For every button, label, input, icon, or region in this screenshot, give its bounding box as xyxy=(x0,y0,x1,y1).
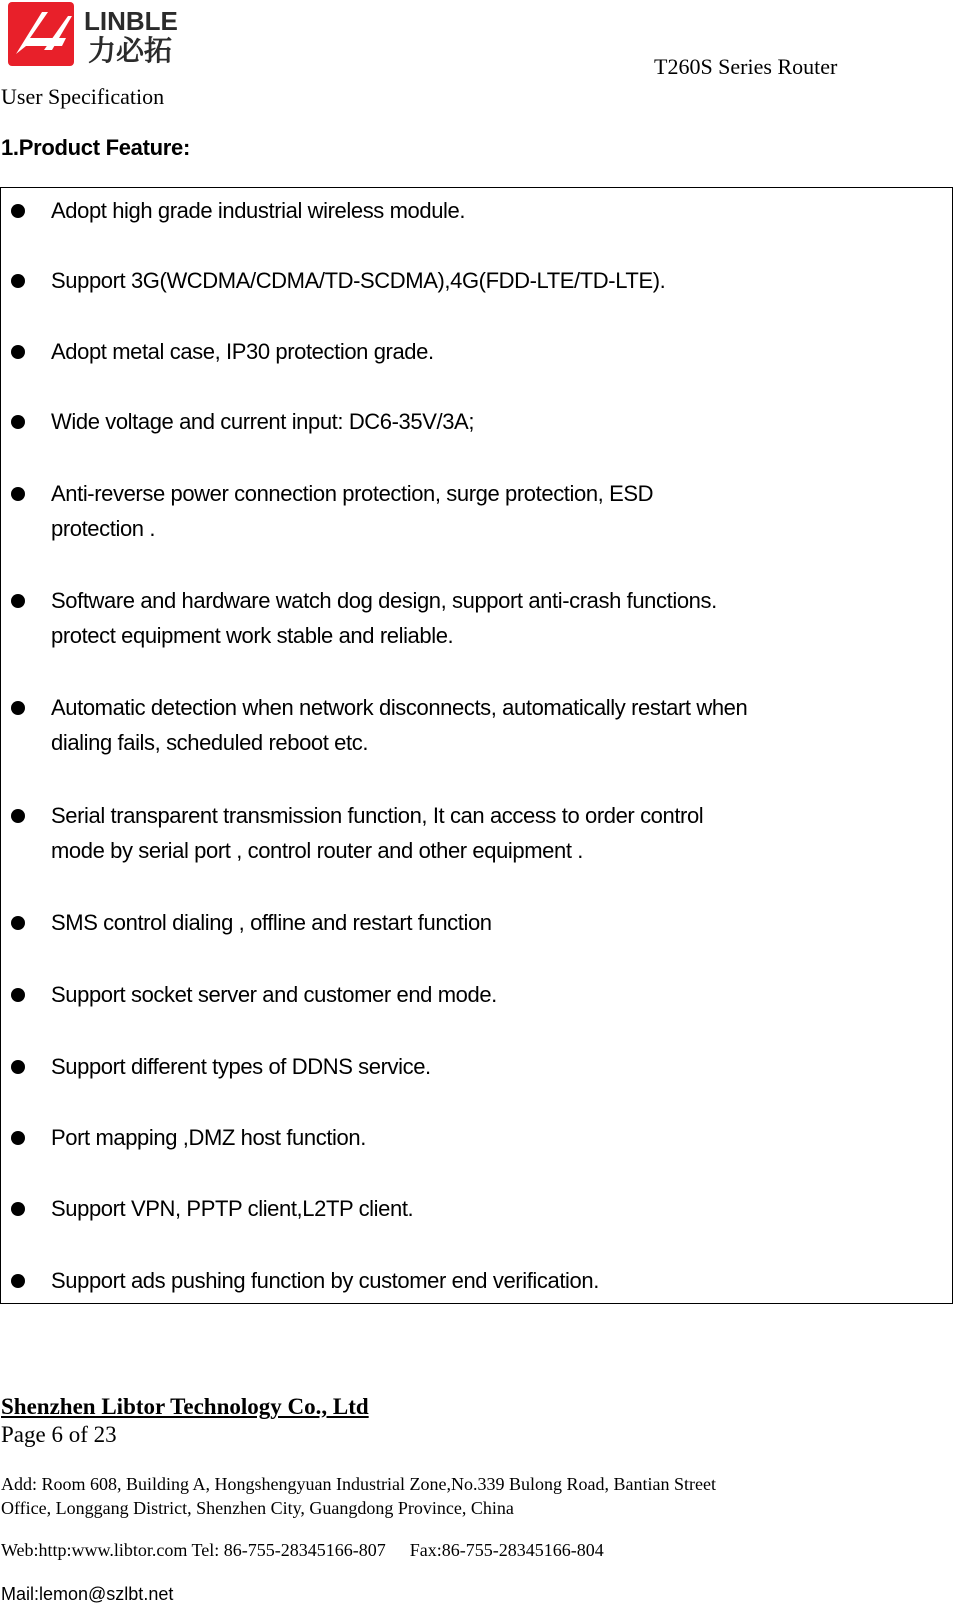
fax-number: Fax:86-755-28345166-804 xyxy=(409,1540,604,1560)
bullet-icon xyxy=(11,701,25,715)
doc-type: User Specification xyxy=(1,84,165,109)
bullet-icon xyxy=(11,204,25,218)
bullet-icon xyxy=(11,1131,25,1145)
bullet-icon xyxy=(11,809,25,823)
address-line: Office, Longgang District, Shenzhen City, Guangdong Province, China xyxy=(1,1498,514,1518)
bullet-icon xyxy=(11,274,25,288)
logo-text-en: LINBLE xyxy=(84,6,178,36)
logo-text-cn: 力必拓 xyxy=(88,34,173,67)
logo-badge xyxy=(8,2,74,66)
bullet-icon xyxy=(11,1202,25,1216)
bullet-icon xyxy=(11,1060,25,1074)
address-line: Add: Room 608, Building A, Hongshengyuan Industrial Zone,No.339 Bulong Road, Bantian Street xyxy=(1,1474,716,1494)
page-number: Page 6 of 23 xyxy=(1,1422,117,1447)
product-title: T260S Series Router xyxy=(654,54,838,79)
bullet-icon xyxy=(11,1274,25,1288)
company-logo xyxy=(8,2,218,68)
bullet-icon xyxy=(11,345,25,359)
bullet-icon xyxy=(11,916,25,930)
company-address xyxy=(1,1472,901,1520)
bullet-icon xyxy=(11,988,25,1002)
feature-box: Adopt high grade industrial wireless module. Support 3G(WCDMA/CDMA/TD-SCDMA),4G(FDD-LTE/TD-LTE). Adopt metal case, IP30 protection grade. Wide voltage and current input: DC6-35V/3A; Anti-reverse power connection protection, surge protection, ESD protection . Software and hardware watch dog design, support anti-crash functions. protect equipment work stable and reliable. Automatic detection when network disconnects, automatically restart when dialing fails, scheduled reboot etc. Serial transparent transmission function, It can access to order control mode by serial port , control router and other equipment . SMS control dialing , offline and restart function Support socket server and customer end mode. Support different types of DDNS service. Port mapping ,DMZ host function. Support VPN, PPTP client,L2TP client. Support ads pushing function by customer end verification. xyxy=(0,187,953,1304)
mail-address: Mail:lemon@szlbt.net xyxy=(1,1584,174,1604)
section-title: 1.Product Feature: xyxy=(1,135,190,160)
bullet-icon xyxy=(11,415,25,429)
company-name: Shenzhen Libtor Technology Co., Ltd xyxy=(1,1394,369,1419)
web-tel: Web:http:www.libtor.com Tel: 86-755-28345166-807 xyxy=(1,1540,386,1560)
bullet-icon xyxy=(11,487,25,501)
contact-info xyxy=(1,1540,604,1561)
bullet-icon xyxy=(11,594,25,608)
